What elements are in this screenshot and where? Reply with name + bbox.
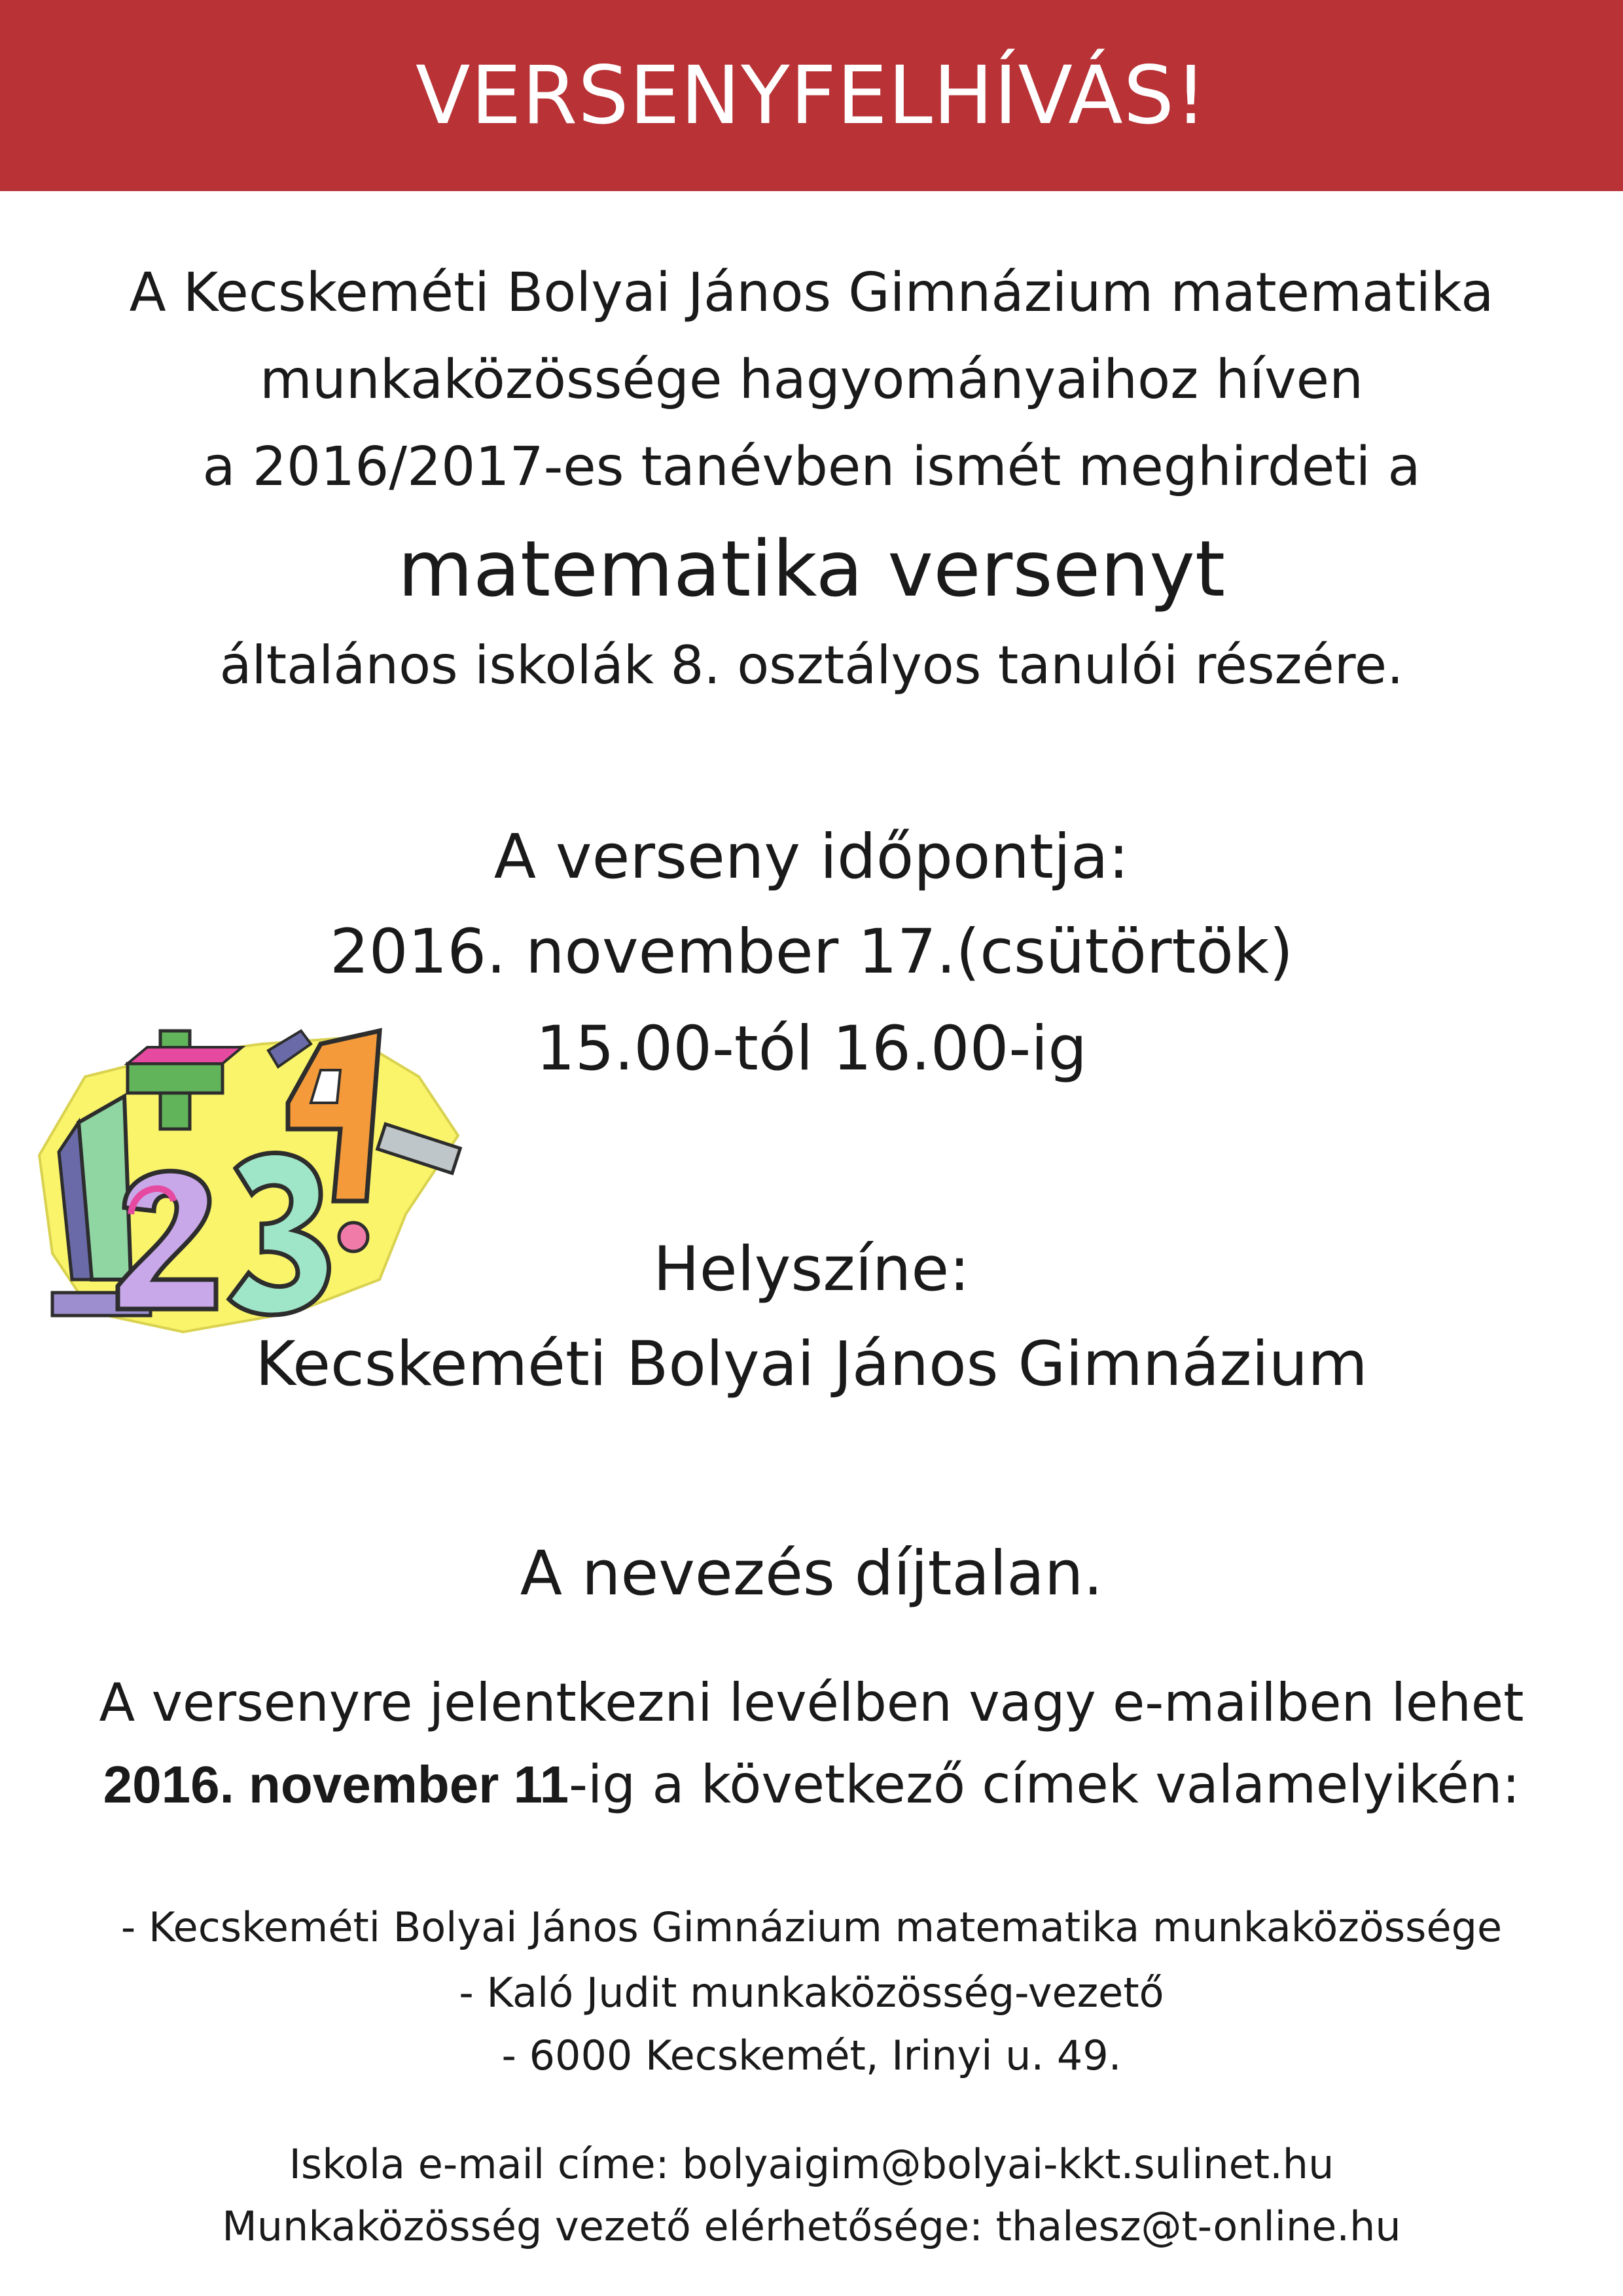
schedule-label: A verseny időpontja: (493, 821, 1130, 893)
fee-note: A nevezés díjtalan. (520, 1538, 1103, 1609)
address-line-3: - 6000 Kecskemét, Irinyi u. 49. (501, 2032, 1122, 2079)
venue-name: Kecskeméti Bolyai János Gimnázium (255, 1329, 1368, 1400)
intro-line-1: A Kecskeméti Bolyai János Gimnázium matematika (129, 262, 1494, 324)
address-line-1: - Kecskeméti Bolyai János Gimnázium matematika munkaközössége (120, 1903, 1503, 1951)
address-line-2: - Kaló Judit munkaközösség-vezető (459, 1969, 1164, 2017)
intro-line-4: általános iskolák 8. osztályos tanulói részére. (219, 635, 1404, 696)
registration-line-2-rest: -ig a következő címek valamelyikén: (569, 1754, 1520, 1815)
venue-label: Helyszíne: (653, 1234, 970, 1305)
contest-headline: matematika versenyt (397, 524, 1226, 614)
schedule-date: 2016. november 17.(csütörtök) (329, 916, 1293, 988)
intro-line-2: munkaközössége hagyományaihoz híven (259, 349, 1364, 411)
leader-email: Munkaközösség vezető elérhetősége: thalesz@t-online.hu (222, 2202, 1401, 2250)
registration-deadline: 2016. november 11 (103, 1755, 569, 1814)
registration-line-2 (0, 1754, 1623, 1815)
header-banner (0, 0, 1623, 191)
page-title: VERSENYFELHÍVÁS! (415, 49, 1208, 142)
intro-line-3: a 2016/2017-es tanévben ismét meghirdeti a (202, 436, 1421, 498)
school-email: Iskola e-mail címe: bolyaigim@bolyai-kkt.sulinet.hu (289, 2140, 1334, 2188)
registration-line-1: A versenyre jelentkezni levélben vagy e-mailben lehet (99, 1672, 1524, 1733)
schedule-time: 15.00-tól 16.00-ig (535, 1013, 1088, 1085)
